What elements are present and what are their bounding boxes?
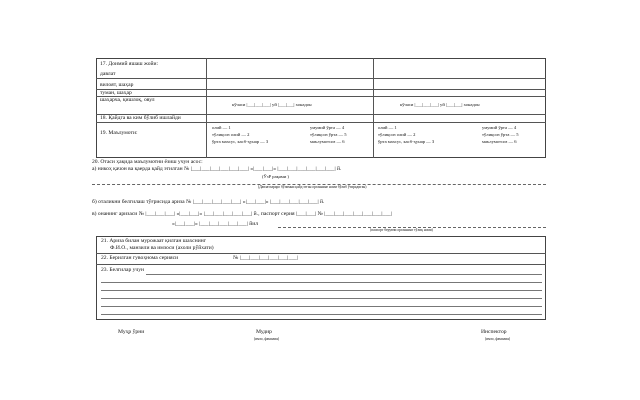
section20-v-line: в) онанинг аризаси № |___|___|___| «|___|___|» |___|___|___|___|___| й., паспорт серия |___|___| № |___|___|___|___|___|___|___|	[92, 211, 392, 217]
right-edu-6: маълумотсиз — 6	[482, 139, 517, 144]
right-address-line: кўчаси |___|___|___| уй |___|___| хонадон	[400, 102, 480, 107]
top-table-divider-2	[373, 58, 374, 158]
block22-title: 22. Берилган гувоҳнома серияси	[101, 255, 179, 261]
block17-row-region: вилоят, шаҳар	[100, 82, 134, 88]
block23-title: 23. Белгилар учун	[101, 267, 145, 273]
block21-sub: Ф.И.О., манзили ва имзоси (ахоли рўйхати)	[110, 245, 214, 251]
block23-line-4	[101, 298, 542, 299]
inspector-signature: Инспектор	[481, 329, 507, 335]
mid-field-line-3	[206, 96, 373, 97]
block23-line-2	[101, 282, 542, 283]
right-field-line-1	[373, 78, 546, 79]
block17-row-line-1	[96, 78, 206, 79]
top-table-divider-1	[206, 58, 207, 158]
mid-edu-5: тўлиқсиз ўрта — 5	[310, 132, 347, 137]
bottom-row-divider-2	[96, 264, 546, 265]
right-edu-3: ўрта махсус, касб-ҳунар — 3	[378, 139, 435, 144]
section20-title: 20. Отаси ҳақида маълумотни ёзиш учун асос:	[92, 159, 203, 165]
mid-edu-4: умумий ўрта — 4	[310, 125, 345, 130]
right-edu-2: тўлиқсиз олий — 2	[378, 132, 416, 137]
section20-b-line: б) оталикни белгилаш тўғрисида ариза № |___|___|___|___|___| «|___|___|» |___|___|___|___|___| й.	[92, 199, 325, 205]
seal-place: Муҳр ўрни	[118, 329, 145, 335]
right-edu-4: умумий ўрта — 4	[482, 125, 517, 130]
block23-line-6	[101, 314, 542, 315]
mid-field-line-1	[206, 78, 373, 79]
block17-row-district: туман, шаҳар	[100, 90, 132, 96]
right-field-line-3	[373, 96, 546, 97]
block17-title: 17. Доимий яшаш жойи:	[100, 61, 159, 67]
right-edu-1: олий — 1	[378, 125, 397, 130]
section20-a-note: (ЎзР рақами )	[262, 174, 289, 179]
inspector-signature-sub: (имзо, фамилия)	[485, 337, 511, 341]
mid-edu-2: тўлиқсиз олий — 2	[212, 132, 250, 137]
mid-edu-3: ўрта махсус, касб-ҳунар — 3	[212, 139, 269, 144]
section20-a-line: а) никоҳ қачон ва қаерда қайд этилган № |___|___|___|___|___|___| «|___|___|» |___|___|___|___|___|___| й.	[92, 166, 342, 172]
block22-number: № |___|___|___|___|___|___|	[233, 255, 298, 261]
right-field-line-2	[373, 89, 546, 90]
section20-v-line2: «|___|___|» |___|___|___|___|___| йил	[172, 221, 258, 227]
block18-title: 18. Қайдга ва ким бўлиб ишлайди	[100, 115, 181, 121]
mid-edu-6: маълумотсиз — 6	[310, 139, 345, 144]
section20-a-caption: (Давлатлараро бўлимни қайд этган органнинг номи бўлиб ўтирадиган)	[258, 185, 367, 189]
mid-field-line-2	[206, 89, 373, 90]
section20-v-caption: (паспорт берувчи органнинг тўлиқ номи)	[370, 228, 433, 232]
block23-line-3	[101, 290, 542, 291]
bottom-row-divider-1	[96, 253, 546, 254]
block17-row-town: шаҳарча, қишлоқ, овул	[100, 97, 155, 103]
mid-edu-1: олий — 1	[212, 125, 231, 130]
block21-title: 21. Ариза билан мурожаат қилган шахснинг	[101, 238, 206, 244]
block23-line-5	[101, 306, 542, 307]
head-signature-sub: (имзо, фамилия)	[254, 337, 280, 341]
row-divider-18	[96, 122, 546, 123]
head-signature: Мудир	[256, 329, 272, 335]
mid-address-line: кўчаси |___|___|___| уй |___|___| хонадон	[232, 102, 312, 107]
block19-title: 19. Маълумоти:	[100, 130, 138, 136]
block17-row-country: давлат	[100, 71, 116, 77]
right-edu-5: тўлиқсиз ўрта — 5	[482, 132, 519, 137]
block23-line-1	[146, 274, 542, 275]
